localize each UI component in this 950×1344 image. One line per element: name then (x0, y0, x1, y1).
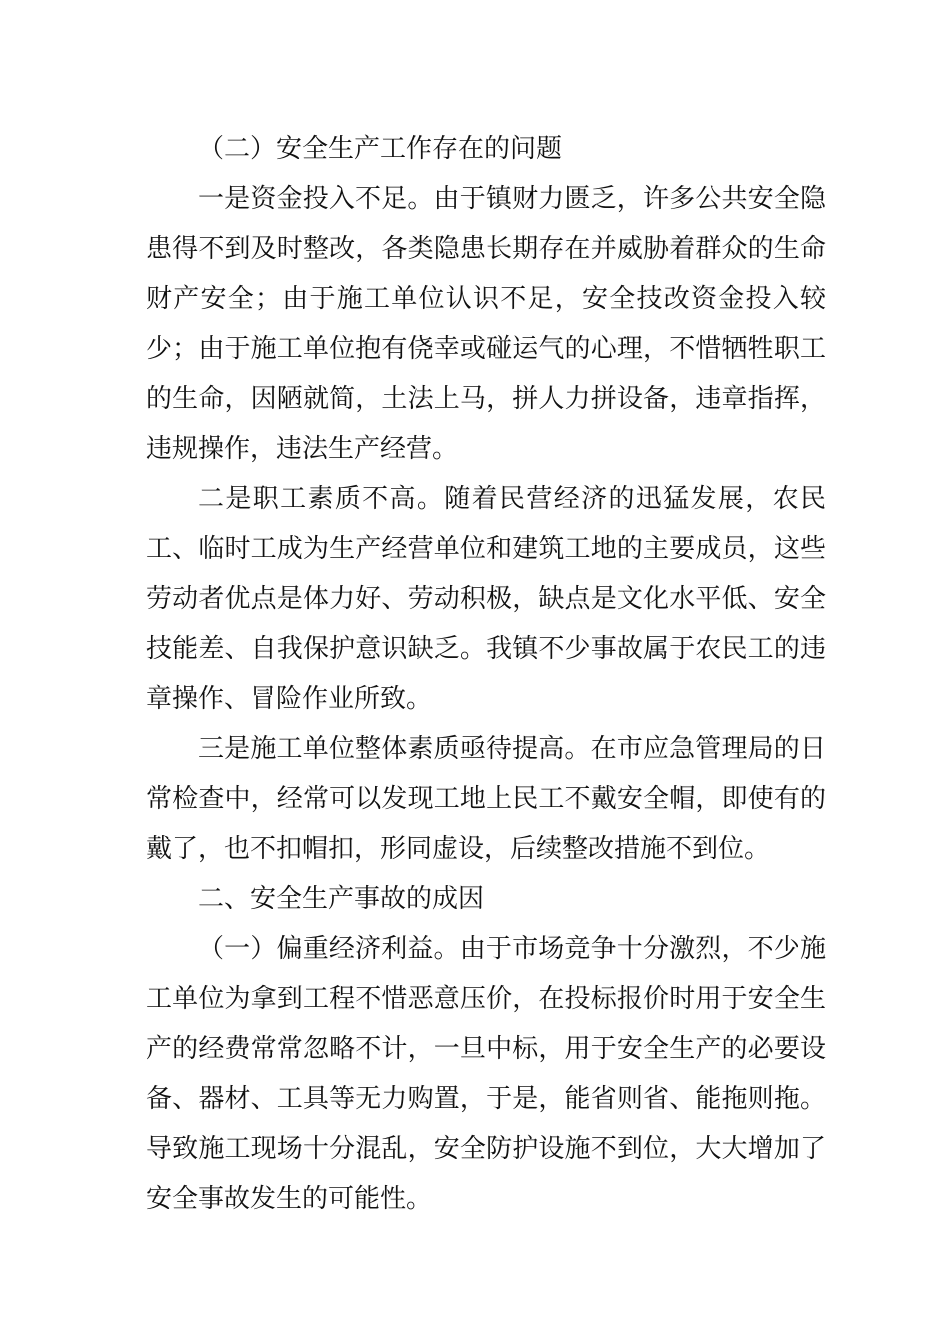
paragraph-worker-quality: 二是职工素质不高。随着民营经济的迅猛发展，农民工、临时工成为生产经营单位和建筑工地的主要成员，这些劳动者优点是体力好、劳动积极，缺点是文化水平低、安全技能差、自我保护意识缺乏。我镇不少事故属于农民工的违章操作、冒险作业所致。 (146, 484, 826, 714)
paragraph-contractor-quality: 三是施工单位整体素质亟待提高。在市应急管理局的日常检查中，经常可以发现工地上民工不戴安全帽，即使有的戴了，也不扣帽扣，形同虚设，后续整改措施不到位。 (146, 734, 826, 864)
paragraph-economic-interest: （一）偏重经济利益。由于市场竞争十分激烈，不少施工单位为拿到工程不惜恶意压价，在投标报价时用于安全生产的经费常常忽略不计，一旦中标，用于安全生产的必要设备、器材、工具等无力购置，于是，能省则省、能拖则拖。导致施工现场十分混乱，安全防护设施不到位，大大增加了安全事故发生的可能性。 (146, 934, 826, 1214)
section-heading-problems: （二）安全生产工作存在的问题 (198, 134, 563, 164)
section-heading-causes: 二、安全生产事故的成因 (198, 884, 485, 914)
paragraph-funding: 一是资金投入不足。由于镇财力匮乏，许多公共安全隐患得不到及时整改，各类隐患长期存在并威胁着群众的生命财产安全；由于施工单位认识不足，安全技改资金投入较少；由于施工单位抱有侥幸或碰运气的心理，不惜牺牲职工的生命，因陋就简，土法上马，拼人力拼设备，违章指挥，违规操作，违法生产经营。 (146, 184, 826, 464)
document-body (146, 124, 826, 1224)
